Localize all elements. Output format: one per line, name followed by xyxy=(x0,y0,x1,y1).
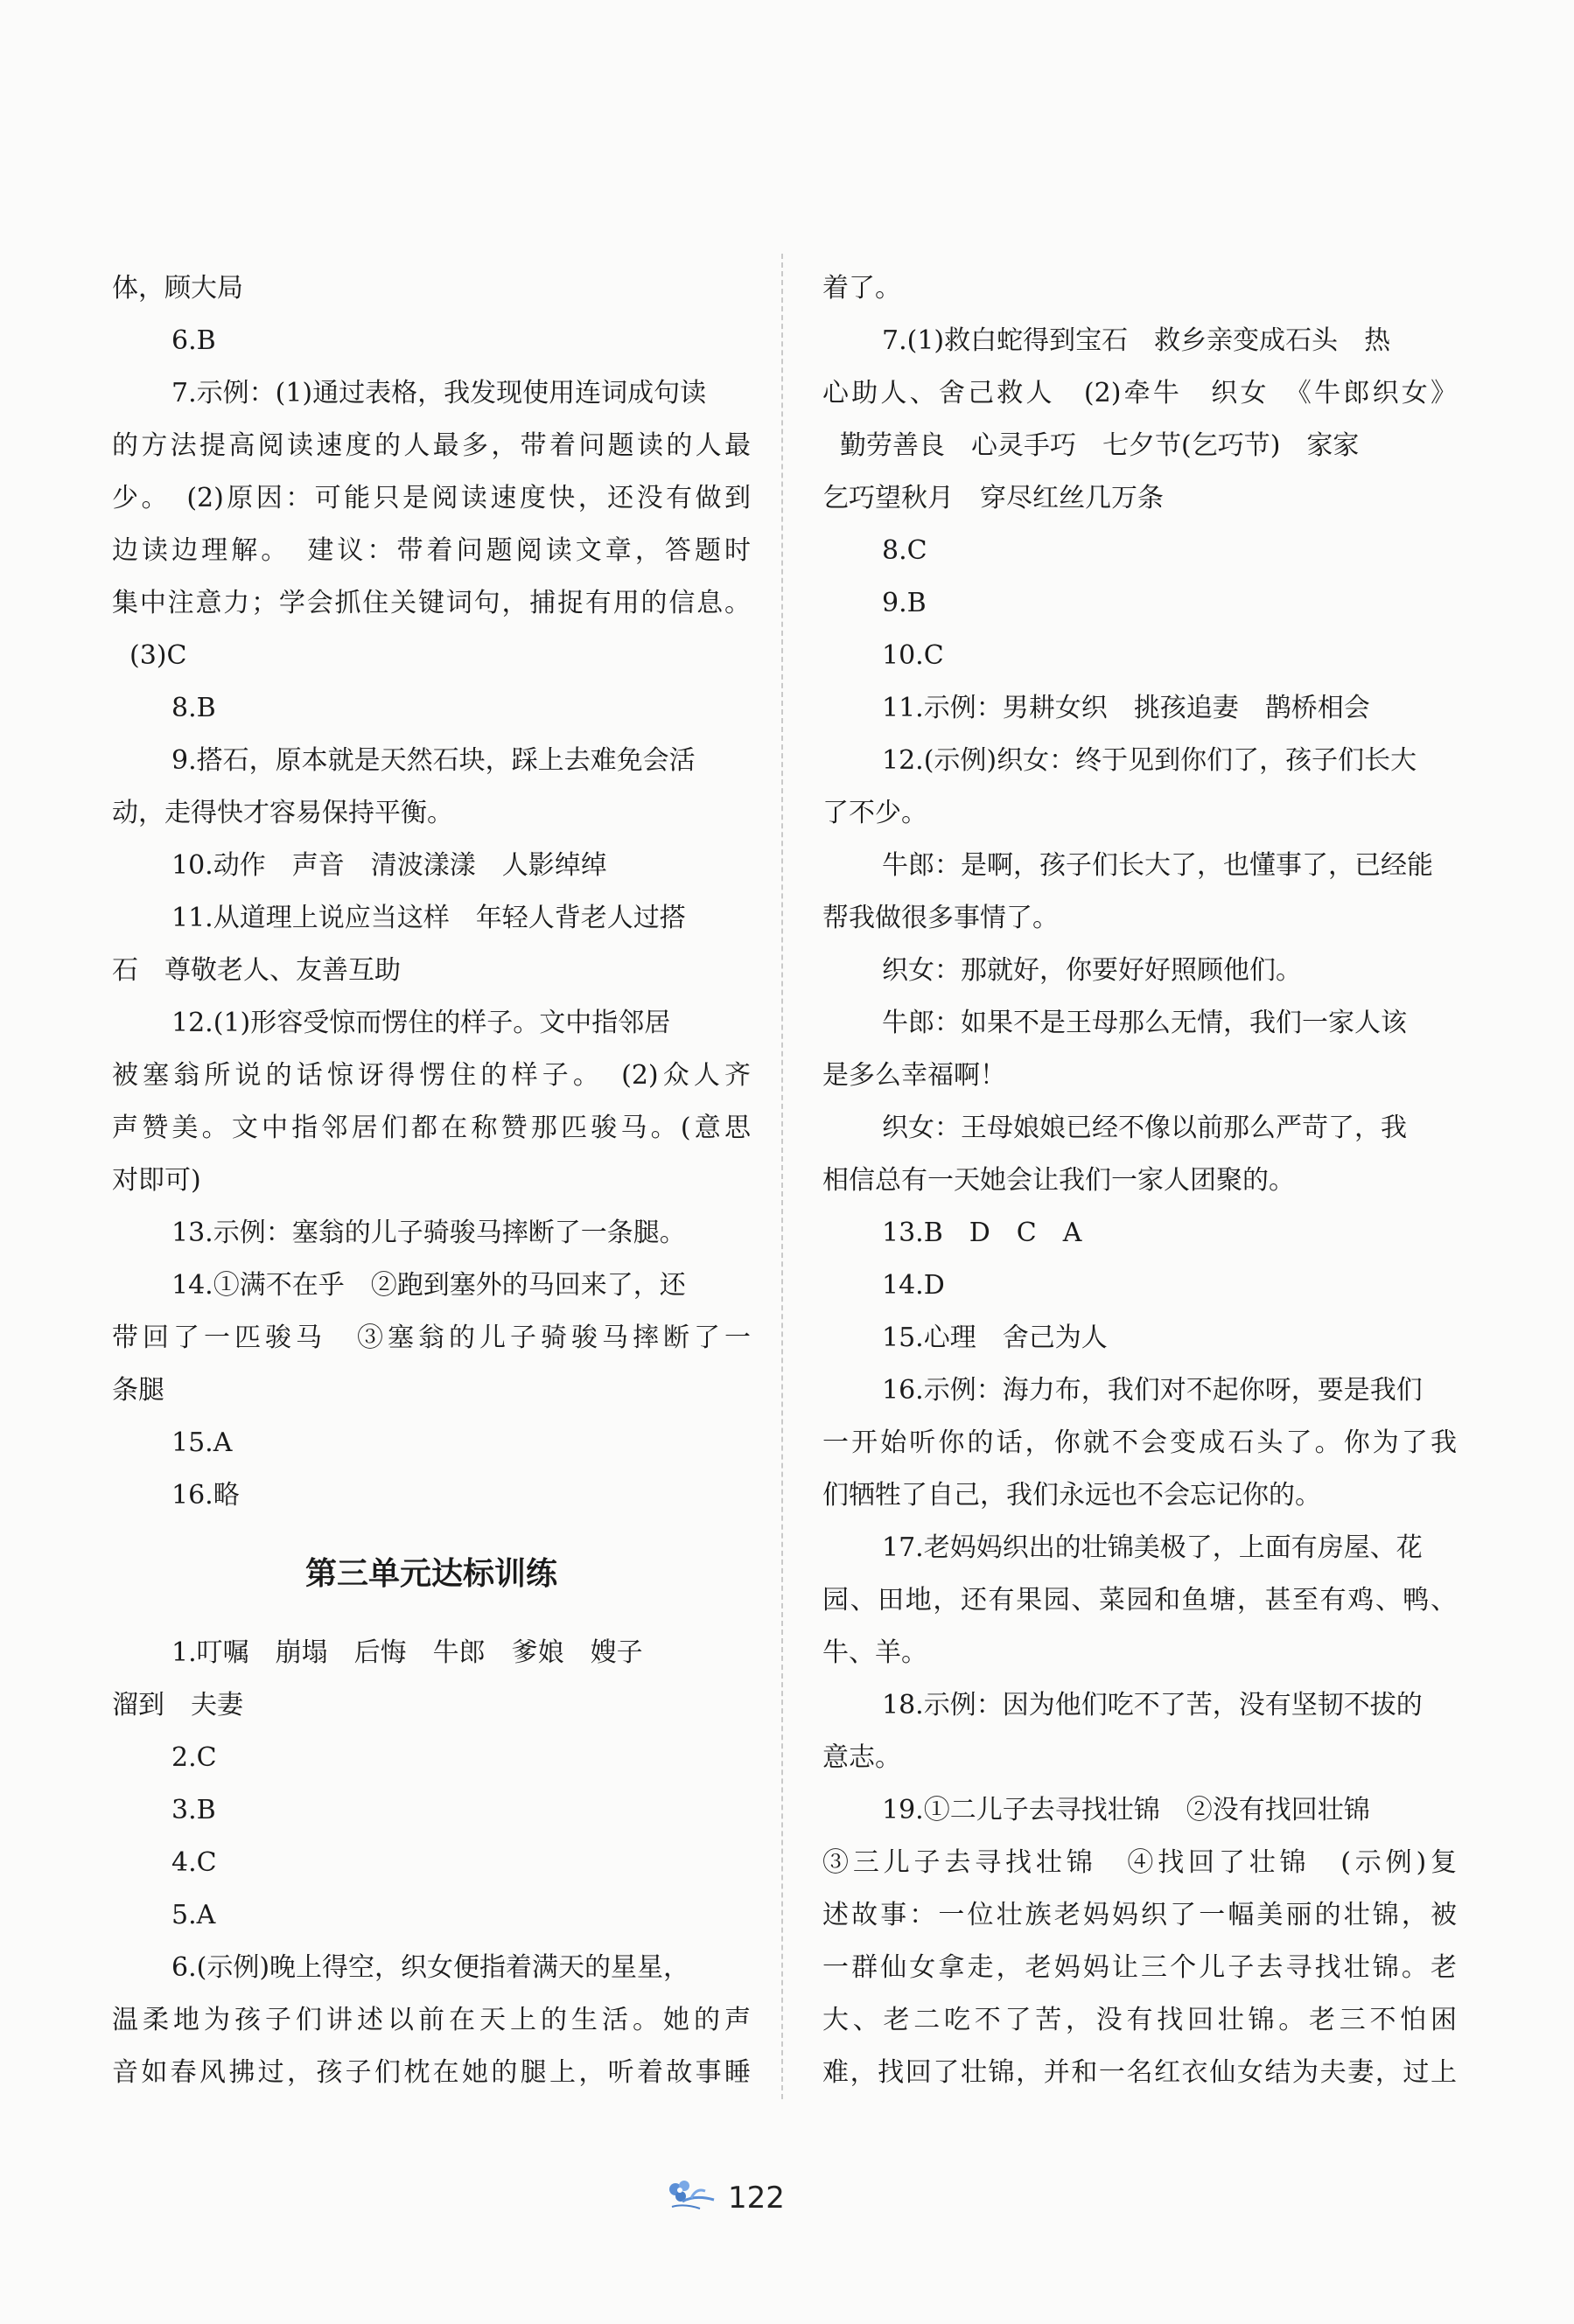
answer-line: 动，走得快才容易保持平衡。 xyxy=(112,798,453,828)
column-divider xyxy=(781,254,783,2099)
answer-line: 16.略 xyxy=(171,1480,240,1511)
answer-line: 18.示例：因为他们吃不了苦，没有坚韧不拔的 xyxy=(882,1690,1423,1720)
answer-line: 14.①满不在乎 ②跑到塞外的马回来了，还 xyxy=(171,1270,686,1301)
answer-line: 11.从道理上说应当这样 年轻人背老人过搭 xyxy=(171,903,686,933)
answer-line: 13.B D C A xyxy=(882,1218,1082,1248)
answer-line: 15.心理 舍己为人 xyxy=(882,1323,1108,1353)
answer-line: 17.老妈妈织出的壮锦美极了，上面有房屋、花 xyxy=(882,1532,1423,1563)
answer-line: 音如春风拂过，孩子们枕在她的腿上，听着故事睡 xyxy=(112,2057,751,2088)
answer-line: 是多么幸福啊！ xyxy=(822,1060,1006,1091)
answer-line: 9.B xyxy=(882,588,927,618)
answer-line: 9.搭石，原本就是天然石块，踩上去难免会活 xyxy=(171,745,696,776)
answer-line: 勤劳善良 心灵手巧 七夕节(乞巧节) 家家 xyxy=(840,430,1360,461)
answer-line: 相信总有一天她会让我们一家人团聚的。 xyxy=(822,1165,1295,1196)
answer-line: 4.C xyxy=(171,1847,217,1878)
answer-line: 乞巧望秋月 穿尽红丝几万条 xyxy=(822,483,1164,513)
answer-line: 着了。 xyxy=(822,273,901,304)
answer-line: 的方法提高阅读速度的人最多，带着问题读的人最 xyxy=(112,430,751,461)
answer-line: 带回了一匹骏马 ③塞翁的儿子骑骏马摔断了一 xyxy=(112,1323,751,1353)
answer-line: 园、田地，还有果园、菜园和鱼塘，甚至有鸡、鸭、 xyxy=(822,1585,1457,1616)
answer-line: 对即可) xyxy=(112,1165,201,1196)
answer-line: 声赞美。文中指邻居们都在称赞那匹骏马。(意思 xyxy=(112,1113,751,1143)
answer-line: 们牺牲了自己，我们永远也不会忘记你的。 xyxy=(822,1480,1321,1511)
answer-line: 大、老二吃不了苦，没有找回壮锦。老三不怕困 xyxy=(822,2005,1457,2035)
answer-line: 了不少。 xyxy=(822,798,927,828)
answer-line: 10.C xyxy=(882,640,944,671)
answer-line: 15.A xyxy=(171,1427,233,1458)
answer-line: 帮我做很多事情了。 xyxy=(822,903,1059,933)
answer-line: 牛郎：如果不是王母那么无情，我们一家人该 xyxy=(882,1008,1407,1038)
answer-line: 温柔地为孩子们讲述以前在天上的生活。她的声 xyxy=(112,2005,751,2035)
answer-line: 少。 (2)原因：可能只是阅读速度快，还没有做到 xyxy=(112,483,751,513)
answer-line: 6.(示例)晚上得空，织女便指着满天的星星， xyxy=(171,1952,690,1983)
answer-line: 织女：那就好，你要好好照顾他们。 xyxy=(882,955,1302,986)
answer-line: 织女：王母娘娘已经不像以前那么严苛了，我 xyxy=(882,1113,1407,1143)
answer-line: 13.示例：塞翁的儿子骑骏马摔断了一条腿。 xyxy=(171,1218,686,1248)
answer-line: 11.示例：男耕女织 挑孩追妻 鹊桥相会 xyxy=(882,693,1370,723)
answer-line: 12.(示例)织女：终于见到你们了，孩子们长大 xyxy=(882,745,1417,776)
answer-line: 条腿 xyxy=(112,1375,164,1406)
answer-line: (3)C xyxy=(129,640,187,671)
answer-line: 石 尊敬老人、友善互助 xyxy=(112,955,401,986)
answer-line: 12.(1)形容受惊而愣住的样子。文中指邻居 xyxy=(171,1008,671,1038)
answer-line: 一群仙女拿走，老妈妈让三个儿子去寻找壮锦。老 xyxy=(822,1952,1457,1983)
answer-line: 集中注意力；学会抓住关键词句，捕捉有用的信息。 xyxy=(112,588,751,618)
answer-line: 意志。 xyxy=(822,1742,901,1773)
answer-line: 10.动作 声音 清波漾漾 人影绰绰 xyxy=(171,850,607,881)
answer-line: 7.示例：(1)通过表格，我发现使用连词成句读 xyxy=(171,378,707,408)
answer-line: ③三儿子去寻找壮锦 ④找回了壮锦 (示例)复 xyxy=(822,1847,1457,1878)
page-number: 122 xyxy=(728,2181,785,2216)
answer-line: 边读边理解。 建议：带着问题阅读文章，答题时 xyxy=(112,535,751,566)
answer-line: 体，顾大局 xyxy=(112,273,243,304)
answer-line: 5.A xyxy=(171,1900,216,1930)
answer-line: 溜到 夫妻 xyxy=(112,1690,243,1720)
answer-line: 7.(1)救白蛇得到宝石 救乡亲变成石头 热 xyxy=(882,325,1391,356)
left-column xyxy=(112,0,751,2324)
answer-line: 14.D xyxy=(882,1270,945,1301)
answer-line: 牛、羊。 xyxy=(822,1637,927,1668)
answer-line: 一开始听你的话，你就不会变成石头了。你为了我 xyxy=(822,1427,1457,1458)
flower-bird-icon xyxy=(665,2177,717,2219)
answer-line: 难，找回了壮锦，并和一名红衣仙女结为夫妻，过上 xyxy=(822,2057,1457,2088)
answer-line: 2.C xyxy=(171,1742,217,1773)
answer-line: 8.B xyxy=(171,693,216,723)
answer-line: 述故事：一位壮族老妈妈织了一幅美丽的壮锦，被 xyxy=(822,1900,1457,1930)
answer-line: 8.C xyxy=(882,535,927,566)
answer-line: 6.B xyxy=(171,325,216,356)
right-column xyxy=(822,0,1457,2324)
section-heading: 第三单元达标训练 xyxy=(304,1556,557,1592)
answer-line: 16.示例：海力布，我们对不起你呀，要是我们 xyxy=(882,1375,1423,1406)
answer-line: 3.B xyxy=(171,1795,216,1825)
answer-line: 被塞翁所说的话惊讶得愣住的样子。 (2)众人齐 xyxy=(112,1060,751,1091)
answer-line: 1.叮嘱 崩塌 后悔 牛郎 爹娘 嫂子 xyxy=(171,1637,643,1668)
answer-line: 牛郎：是啊，孩子们长大了，也懂事了，已经能 xyxy=(882,850,1433,881)
answer-line: 19.①二儿子去寻找壮锦 ②没有找回壮锦 xyxy=(882,1795,1370,1825)
page-footer xyxy=(665,2176,785,2220)
answer-line: 心助人、舍己救人 (2)牵牛 织女 《牛郎织女》 xyxy=(822,378,1457,408)
